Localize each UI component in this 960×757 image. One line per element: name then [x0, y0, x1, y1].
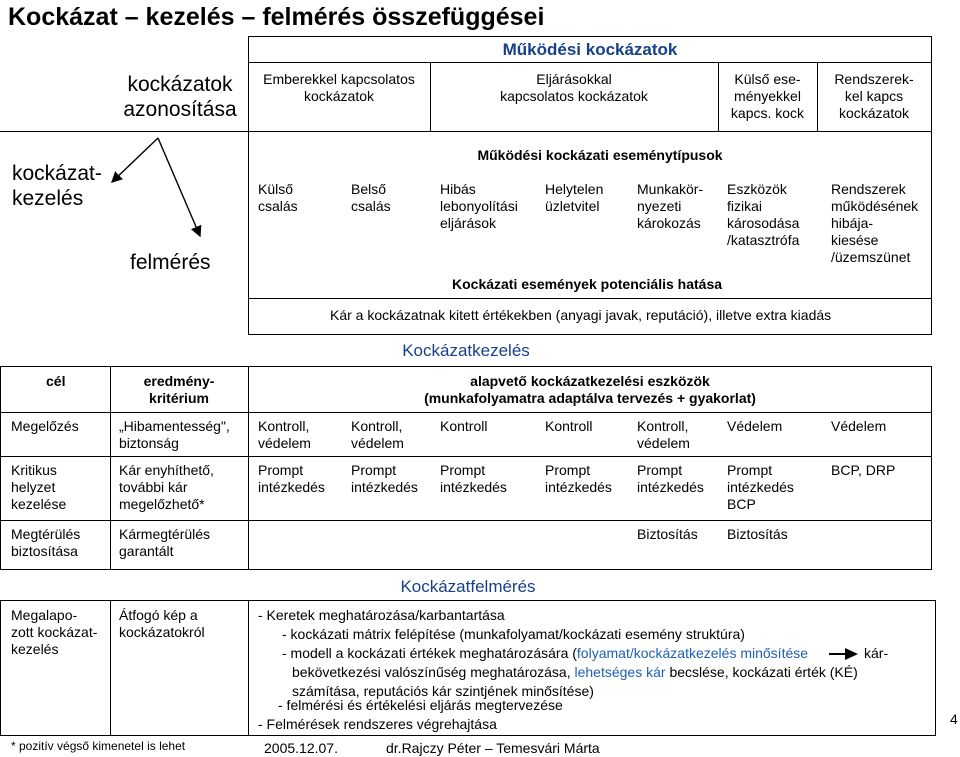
felmeres-text: - modell a kockázati értékek meghatározására ( [282, 645, 577, 661]
footer-date: 2005.12.07. [264, 740, 338, 756]
felmeres-line: - kockázati mátrix felépítése (munkafolyamat/kockázati esemény struktúra) [282, 626, 745, 642]
divider [0, 366, 1, 570]
felmeres-highlight: lehetséges kár [574, 664, 666, 680]
divider [0, 412, 932, 413]
type-kulso-csalas: Külső csalás [258, 181, 298, 214]
row-cell: Védelem [727, 418, 783, 434]
felmeres-text: becslése, kockázati érték (KÉ) [665, 664, 858, 680]
relation-arrows-icon [100, 132, 250, 252]
head-eredmeny: eredmény- kritérium [143, 373, 215, 406]
felmeres-cel: Megalapo- zott kockázat- kezelés [11, 607, 98, 657]
row-cell: Kontroll, védelem [258, 418, 311, 451]
type-helytelen-uzletvitel: Helytelen üzletvitel [545, 181, 604, 214]
felmeres-line: - Felmérések rendszeres végrehajtása [258, 716, 497, 732]
row-cell: Prompt intézkedés [637, 462, 704, 495]
row-eredmeny: „Hibamentesség", biztonság [119, 418, 230, 451]
divider [0, 569, 932, 570]
top-col-rendszerek: Rendszerek- kel kapcs kockázatok [834, 71, 914, 121]
type-hibas-eljarasok: Hibás lebonyolítási eljárások [440, 181, 518, 231]
type-belso-csalas: Belső csalás [351, 181, 391, 214]
divider [248, 334, 932, 335]
felmeres-text: bekövetkezési valószínűség meghatározása, [292, 664, 575, 680]
impact-header: Kockázati események potenciális hatása [452, 276, 723, 292]
type-munkakornyezeti: Munkakör- nyezeti károkozás [637, 181, 704, 231]
felmeres-line [292, 664, 858, 681]
row-cell: Biztosítás [727, 526, 788, 542]
row-cel: Megtérülés biztosítása [11, 526, 81, 559]
label-kockazatkezeles: kockázat- kezelés [12, 162, 102, 210]
divider [0, 735, 936, 736]
divider [248, 298, 932, 299]
divider [931, 36, 932, 334]
section-title-kockazatkezeles: Kockázatkezelés [402, 341, 530, 360]
felmeres-text: kár- [864, 645, 889, 661]
event-types-header: Működési kockázati eseménytípusok [477, 147, 723, 163]
felmeres-highlight: folyamat/kockázatkezelés minősítése [576, 645, 809, 661]
row-cell: Védelem [831, 418, 887, 434]
label-felmeres: felmérés [130, 251, 211, 274]
type-eszkozok: Eszközök fizikai károsodása /katasztrófa [727, 181, 800, 248]
top-col-kulso: Külső ese- ményekkel kapcs. kock [730, 71, 805, 121]
section-header-mukodesi: Működési kockázatok [502, 40, 678, 59]
arrow-right-icon [829, 647, 859, 661]
divider [935, 600, 936, 735]
divider [248, 36, 932, 37]
row-cel: Megelőzés [11, 418, 79, 434]
row-cell: Kontroll [545, 418, 593, 434]
row-eredmeny: Kármegtérülés garantált [119, 526, 211, 559]
top-col-eljarasok: Eljárásokkal kapcsolatos kockázatok [500, 71, 648, 104]
row-cell: Kontroll, védelem [637, 418, 690, 451]
page-number: 4 [950, 711, 958, 727]
row-cell: Prompt intézkedés [351, 462, 418, 495]
felmeres-eredmeny: Átfogó kép a kockázatokról [119, 607, 205, 640]
row-cell: Prompt intézkedés [258, 462, 325, 495]
type-rendszerek: Rendszerek működésének hibája- kiesése /üzemszünet [831, 181, 919, 265]
footer-note: * pozitív végső kimenetel is lehet [11, 739, 186, 753]
row-cel: Kritikus helyzet kezelése [11, 462, 67, 512]
row-cell: Prompt intézkedés [440, 462, 507, 495]
felmeres-line: számítása, reputációs kár szintjének minősítése) [292, 683, 594, 699]
impact-text: Kár a kockázatnak kitett értékekben (anyagi javak, reputáció), illetve extra kiadás [330, 307, 832, 323]
top-col-emberek: Emberekkel kapcsolatos kockázatok [263, 71, 415, 104]
divider [0, 600, 936, 601]
label-kockazatok-azonositasa: kockázatok azonosítása [123, 73, 237, 121]
divider [0, 456, 932, 457]
divider [0, 520, 932, 521]
divider [110, 600, 111, 735]
row-cell: Prompt intézkedés [545, 462, 612, 495]
divider [0, 600, 1, 735]
row-eredmeny: Kár enyhíthető, további kár megelőzhető* [119, 462, 214, 512]
felmeres-line [282, 645, 808, 662]
felmeres-line: - felmérési és értékelési eljárás megtervezése [278, 697, 563, 713]
row-cell: BCP, DRP [831, 462, 896, 478]
felmeres-line: - Keretek meghatározása/karbantartása [258, 607, 505, 623]
divider [248, 600, 249, 735]
row-cell: Prompt intézkedés BCP [727, 462, 794, 512]
divider [248, 62, 932, 63]
head-tools: alapvető kockázatkezelési eszközök (munkafolyamatra adaptálva tervezés + gyakorlat) [424, 373, 756, 406]
footer-author: dr.Rajczy Péter – Temesvári Márta [386, 740, 600, 756]
row-cell: Kontroll [440, 418, 488, 434]
row-cell: Biztosítás [637, 526, 698, 542]
page-title: Kockázat – kezelés – felmérés összefüggései [8, 3, 545, 31]
divider [0, 366, 932, 367]
head-cel: cél [46, 373, 66, 389]
section-title-kockazatfelmeres: Kockázatfelmérés [400, 577, 536, 596]
row-cell: Kontroll, védelem [351, 418, 404, 451]
